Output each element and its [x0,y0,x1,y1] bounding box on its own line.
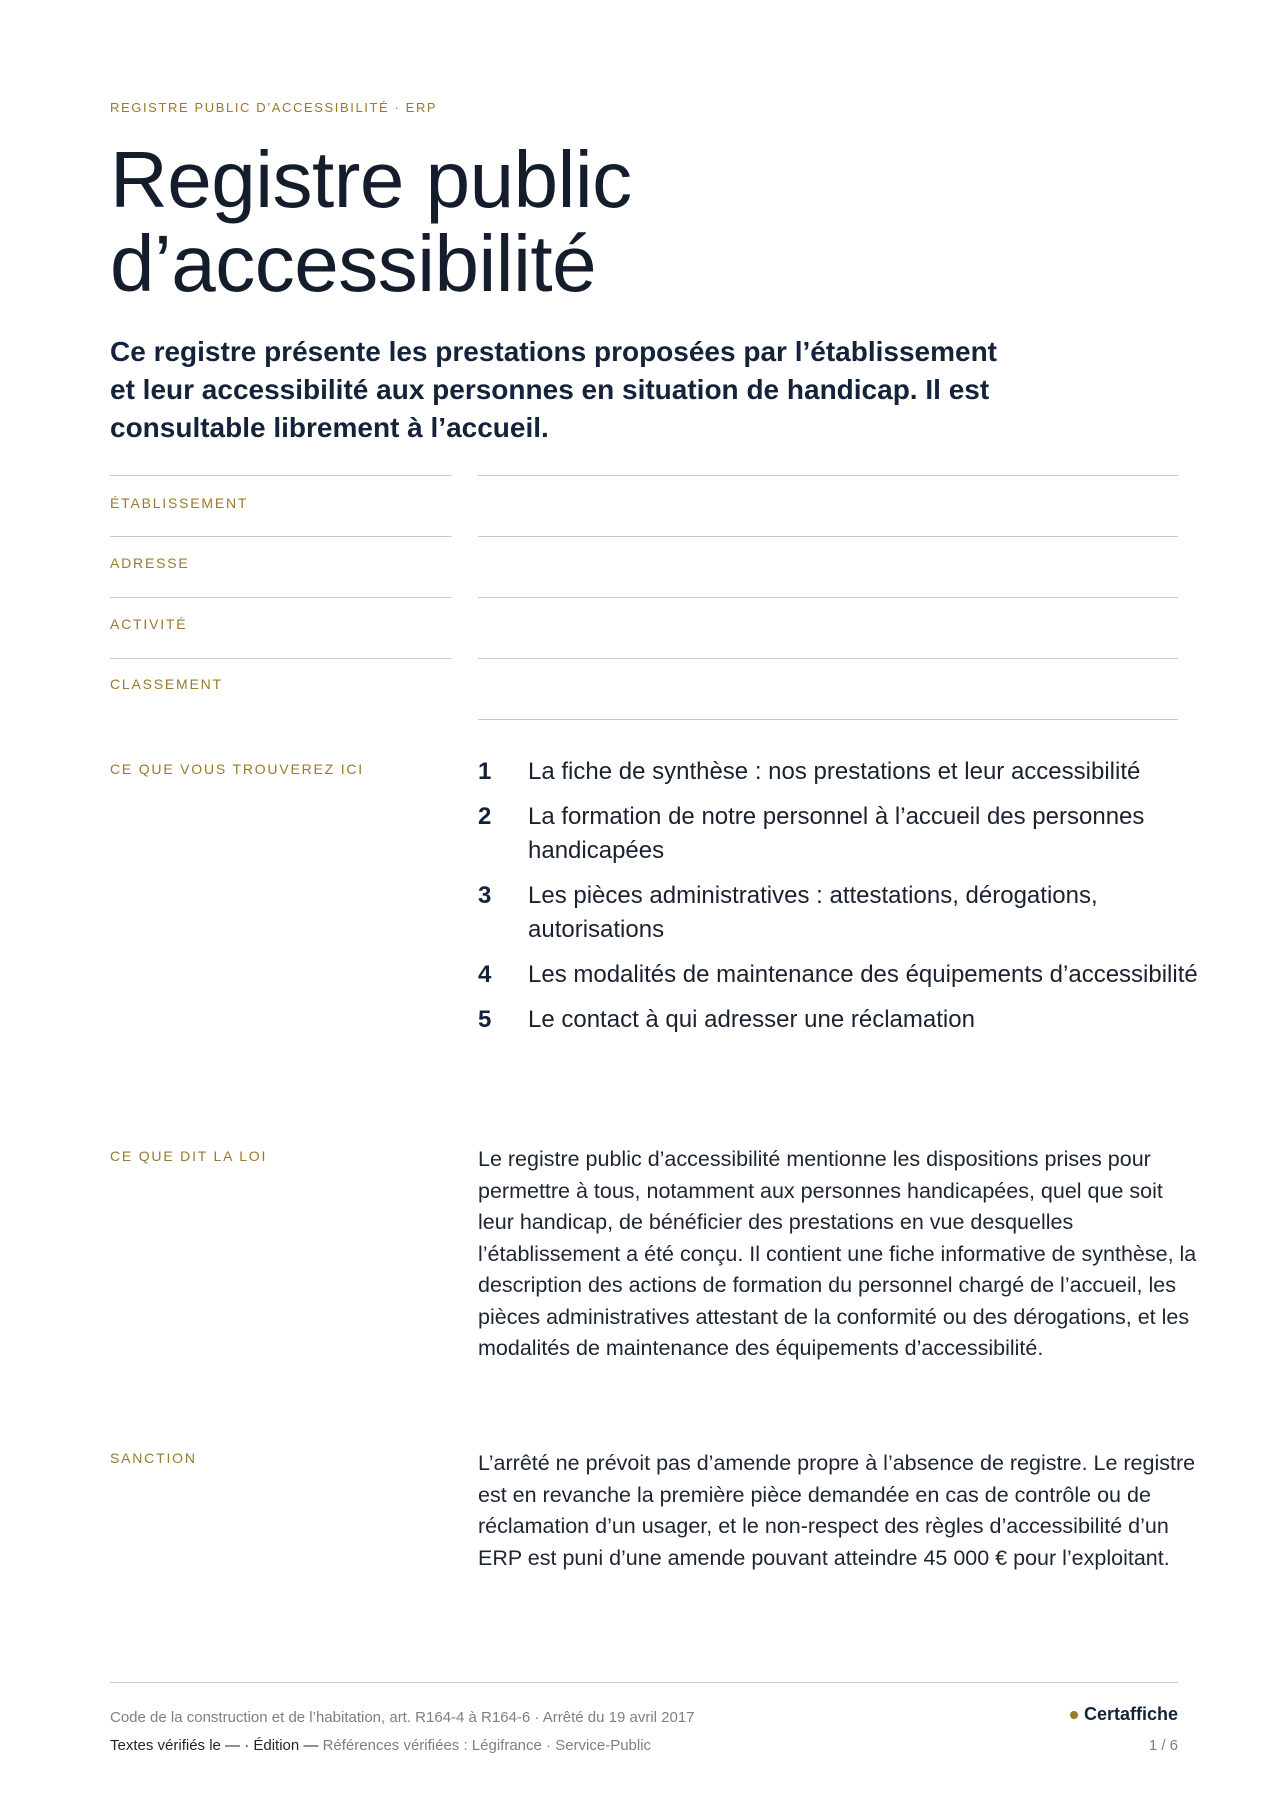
item-text: Les modalités de maintenance des équipements d’accessibilité [528,961,1198,988]
item-number: 4 [478,961,492,988]
list-item [478,755,1198,789]
field-rule-label [110,658,452,659]
list-item [478,800,1198,868]
item-number: 1 [478,758,492,785]
field-rule-label [110,475,452,476]
field-label-etablissement: ÉTABLISSEMENT [110,495,249,511]
item-number: 5 [478,1006,492,1033]
footer-verification [110,1737,651,1754]
item-number: 3 [478,882,492,909]
field-rule-value [478,475,1178,476]
field-rule-label [110,536,452,537]
sanction-paragraph: L’arrêté ne prévoit pas d’amende propre à l’absence de registre. Le registre est en revanche la première pièce demandée en cas de contrôle ou de réclamation d’un usager, et le non-respect des règles d’accessibilité d’un ERP est puni d’une amende pouvant atteindre 45 000 € pour l’exploitant. [478,1451,1196,1570]
field-label-adresse: ADRESSE [110,555,190,571]
field-rule-value [478,536,1178,537]
page-title [110,135,1170,308]
item-text: Les pièces administratives : attestations, dérogations, autorisations [528,882,1098,943]
title-line-1: Registre public [110,135,632,224]
verification-date: Textes vérifiés le — · Édition — [110,1737,319,1754]
page-number: 1 / 6 [1148,1737,1178,1754]
list-item [478,958,1198,992]
list-item [478,879,1198,947]
item-text: La formation de notre personnel à l’accueil des personnes handicapées [528,803,1145,864]
document-eyebrow: REGISTRE PUBLIC D’ACCESSIBILITÉ · ERP [110,100,438,115]
footer-divider [110,1682,1178,1683]
field-label-classement: CLASSEMENT [110,676,223,692]
brand-dot-icon [1070,1711,1078,1719]
field-rule-value [478,719,1178,720]
field-rule-value [478,658,1178,659]
contents-label: CE QUE VOUS TROUVEREZ ICI [110,761,364,777]
contents-list [478,755,1198,1048]
lead-paragraph: Ce registre présente les prestations proposées par l’établissement et leur accessibilité aux personnes en situation de handicap. Il est consultable librement à l’accueil. [110,336,998,443]
field-rule-value [478,597,1178,598]
field-rule-label [110,597,452,598]
item-text: Le contact à qui adresser une réclamation [528,1006,975,1033]
sanction-label: SANCTION [110,1450,197,1466]
footer-reference: Code de la construction et de l’habitation, art. R164-4 à R164-6 · Arrêté du 19 avril 2017 [110,1709,695,1726]
verification-sources: Références vérifiées : Légifrance · Service-Public [322,1737,652,1754]
field-label-activite: ACTIVITÉ [110,616,188,632]
law-label: CE QUE DIT LA LOI [110,1148,268,1164]
title-line-2: d’accessibilité [110,219,597,308]
brand-name: Certaffiche [1083,1704,1178,1724]
law-paragraph: Le registre public d’accessibilité mentionne les dispositions prises pour permettre à tous, notamment aux personnes handicapées, quel que soit leur handicap, de bénéficier des prestations en vue desquelles l’établissement a été conçu. Il contient une fiche informative de synthèse, la description des actions de formation du personnel chargé de l’accueil, les pièces administratives attestant de la conformité ou des dérogations, et les modalités de maintenance des équipements d’accessibilité. [478,1147,1197,1360]
item-text: La fiche de synthèse : nos prestations et leur accessibilité [528,758,1141,785]
list-item [478,1003,1198,1037]
item-number: 2 [478,803,492,830]
brand-logo [1070,1704,1178,1725]
